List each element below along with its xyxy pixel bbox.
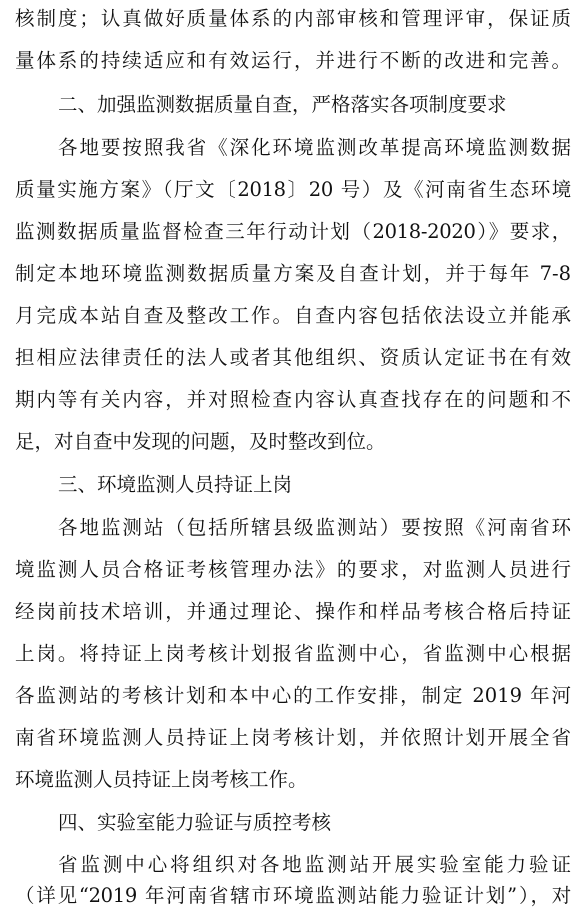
paragraph-line: 上岗。将持证上岗考核计划报省监测中心，省监测中心根据 [15, 642, 571, 665]
paragraph-line: 制定本地环境监测数据质量方案及自查计划，并于每年 7-8 [15, 262, 571, 285]
paragraph-line: 省监测中心将组织对各地监测站开展实验室能力验证 [58, 853, 571, 876]
paragraph-line: 核制度；认真做好质量体系的内部审核和管理评审，保证质 [15, 7, 571, 30]
paragraph-line: 期内等有关内容，并对照检查内容认真查找存在的问题和不 [15, 388, 571, 411]
section-heading-3: 三、环境监测人员持证上岗 [58, 473, 293, 496]
paragraph-line: 各监测站的考核计划和本中心的工作安排，制定 2019 年河 [15, 684, 571, 707]
paragraph-line: 经岗前技术培训，并通过理论、操作和样品考核合格后持证 [15, 600, 571, 623]
paragraph-line: 各地监测站（包括所辖县级监测站）要按照《河南省环 [58, 516, 571, 539]
section-heading-4: 四、实验室能力验证与质控考核 [58, 811, 332, 834]
section-heading-2: 二、加强监测数据质量自查，严格落实各项制度要求 [58, 93, 507, 116]
paragraph-line: 监测数据质量监督检查三年行动计划（2018-2020）》要求， [15, 220, 571, 243]
paragraph-line: 月完成本站自查及整改工作。自查内容包括依法设立并能承 [15, 304, 571, 327]
paragraph-line: 各地要按照我省《深化环境监测改革提高环境监测数据 [58, 136, 571, 159]
paragraph-line: 环境监测人员持证上岗考核工作。 [15, 768, 308, 791]
paragraph-line: 足，对自查中发现的问题，及时整改到位。 [15, 430, 386, 453]
paragraph-line: 南省环境监测人员持证上岗考核计划，并依照计划开展全省 [15, 726, 571, 749]
paragraph-line: 质量实施方案》（厅文〔2018〕20 号）及《河南省生态环境 [15, 178, 571, 201]
paragraph-line: 担相应法律责任的法人或者其他组织、资质认定证书在有效 [15, 346, 571, 369]
paragraph-line: 境监测人员合格证考核管理办法》的要求，对监测人员进行 [15, 558, 571, 581]
paragraph-line: （详见“2019 年河南省辖市环境监测站能力验证计划”），对 [15, 884, 571, 907]
paragraph-line: 量体系的持续适应和有效运行，并进行不断的改进和完善。 [15, 49, 571, 72]
